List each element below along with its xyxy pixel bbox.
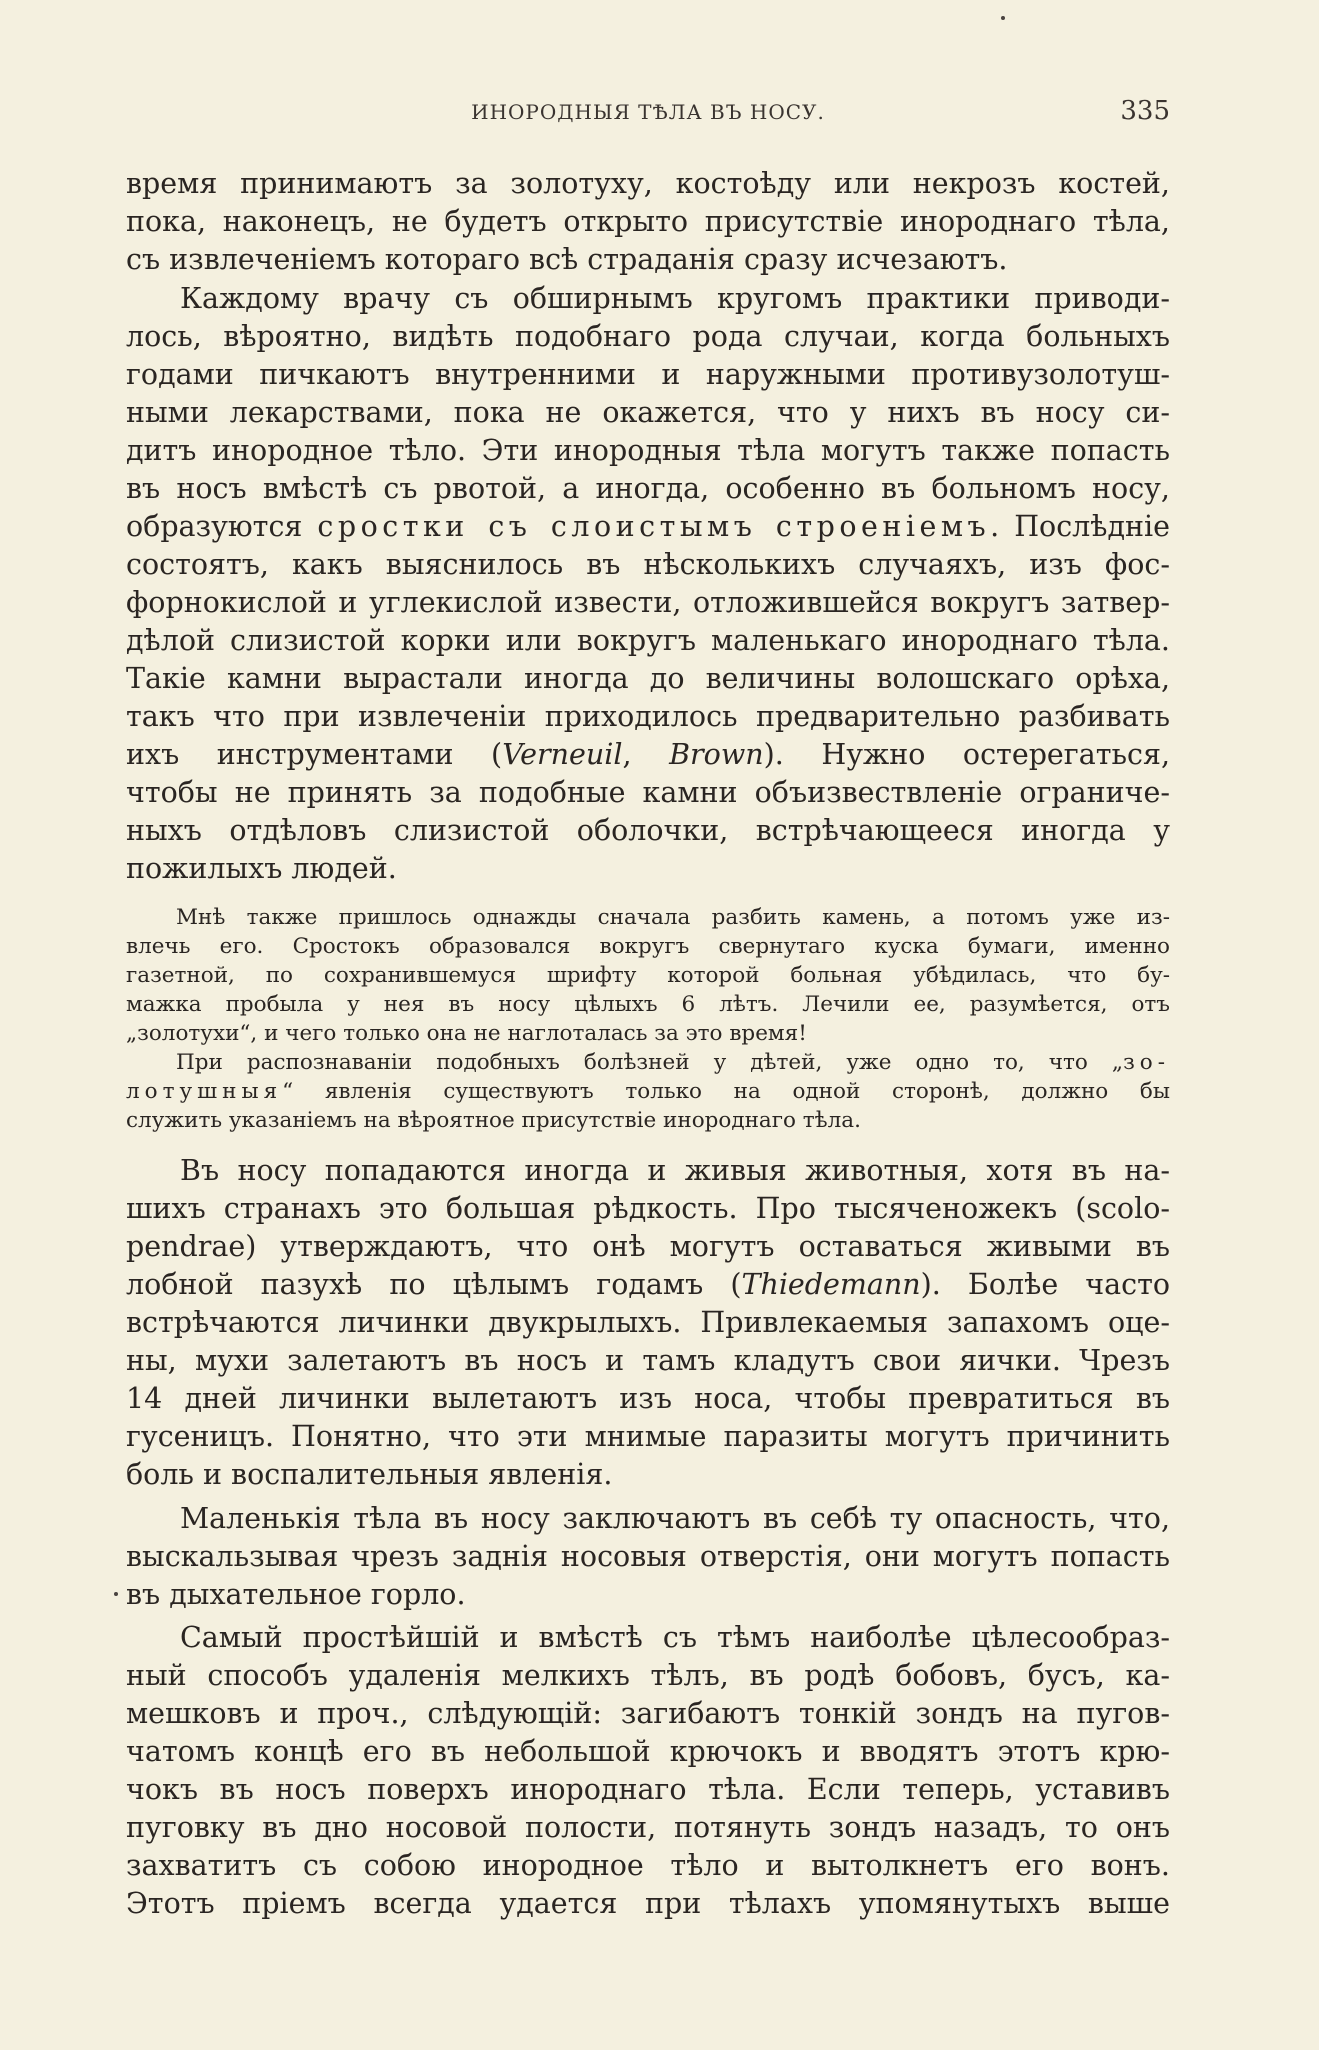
text-run: ). Болѣе часто xyxy=(920,1268,1171,1301)
page-header xyxy=(126,96,1170,136)
text-run: ). Нужно остерегаться, xyxy=(763,738,1171,771)
text-line: съ извлеченіемъ котораго всѣ страданія сразу исчезаютъ. xyxy=(126,243,1008,276)
text-line xyxy=(126,736,1170,774)
spaced-emphasis: сростки съ слоистымъ строеніемъ xyxy=(317,510,991,543)
text-line: Самый простѣйшій и вмѣстѣ съ тѣмъ наиболѣе цѣлесообраз- xyxy=(180,1621,1170,1654)
text-line: пока, наконецъ, не будетъ открыто присутствіе инороднаго тѣла, xyxy=(126,205,1170,238)
text-line: ными лекарствами, пока не окажется, что у нихъ въ носу си- xyxy=(126,396,1170,429)
text-line: время принимаютъ за золотуху, костоѣду или некрозъ костей, xyxy=(126,167,1170,200)
paragraph-1 xyxy=(126,165,1170,279)
text-line: ны, мухи залетаютъ въ носъ и тамъ кладутъ свои яички. Чрезъ xyxy=(126,1344,1170,1377)
text-line: Маленькія тѣла въ носу заключаютъ въ себѣ ту опасность, что, xyxy=(180,1502,1170,1535)
note-line: служить указаніемъ на вѣроятное присутствіе инороднаго тѣла. xyxy=(126,1108,861,1133)
text-line xyxy=(126,1266,1170,1304)
text-run: , xyxy=(622,738,670,771)
note-line xyxy=(126,1048,1170,1077)
text-run: образуются xyxy=(126,510,318,543)
note-line: „золотухи“, и чего только она не наглоталась за это время! xyxy=(126,1021,807,1046)
note-line xyxy=(126,1077,1170,1106)
paragraph-5 xyxy=(126,1619,1170,1923)
text-line: Этотъ пріемъ всегда удается при тѣлахъ упомянутыхъ выше xyxy=(126,1887,1170,1920)
text-line: шихъ странахъ это большая рѣдкость. Про тысяченожекъ (scolo- xyxy=(126,1192,1170,1225)
page-number: 335 xyxy=(1120,96,1170,126)
text-line: встрѣчаются личинки двукрылыхъ. Привлекаемыя запахомъ оце- xyxy=(126,1306,1170,1339)
text-line: мешковъ и проч., слѣдующій: загибаютъ тонкій зондъ на пугов- xyxy=(126,1697,1170,1730)
text-line: Такіе камни вырастали иногда до величины волошскаго орѣха, xyxy=(126,662,1170,695)
margin-mark xyxy=(114,1592,118,1596)
text-line: лось, вѣроятно, видѣть подобнаго рода случаи, когда больныхъ xyxy=(126,320,1170,353)
author-name: Verneuil xyxy=(502,738,623,771)
text-run: При распознаваніи подобныхъ болѣзней у дѣтей, уже одно то, что „ xyxy=(176,1050,1124,1075)
text-line xyxy=(126,508,1170,546)
author-name: Brown xyxy=(669,738,764,771)
text-line: чокъ въ носъ поверхъ инороднаго тѣла. Если теперь, уставивъ xyxy=(126,1773,1170,1806)
spaced-emphasis: лотушныя xyxy=(126,1079,283,1104)
text-run: ихъ инструментами ( xyxy=(126,738,503,771)
note-line: газетной, по сохранившемуся шрифту которой больная убѣдилась, что бу- xyxy=(126,963,1170,988)
text-line: Каждому врачу съ обширнымъ кругомъ практики приводи- xyxy=(180,282,1170,315)
text-line: ный способъ удаленія мелкихъ тѣлъ, въ родѣ бобовъ, бусъ, ка- xyxy=(126,1659,1170,1692)
text-line: 14 дней личинки вылетаютъ изъ носа, чтобы превратиться въ xyxy=(126,1382,1170,1415)
text-line: пуговку въ дно носовой полости, потянуть зондъ назадъ, то онъ xyxy=(126,1811,1170,1844)
text-line: ныхъ отдѣловъ слизистой оболочки, встрѣчающееся иногда у xyxy=(126,814,1170,847)
note-line: мажка пробыла у нея въ носу цѣлыхъ 6 лѣтъ. Лечили ее, разумѣется, отъ xyxy=(126,992,1170,1017)
text-run: “ явленія существуютъ только на одной сторонѣ, должно бы xyxy=(282,1079,1170,1104)
text-line: годами пичкаютъ внутренними и наружными противузолотуш- xyxy=(126,358,1170,391)
text-line: въ носъ вмѣстѣ съ рвотой, а иногда, особенно въ больномъ носу, xyxy=(126,472,1170,505)
paragraph-2 xyxy=(126,280,1170,888)
text-line: pendrae) утверждаютъ, что онѣ могутъ оставаться живыми въ xyxy=(126,1230,1170,1263)
running-title: ИНОРОДНЫЯ ТѢЛА ВЪ НОСУ. xyxy=(471,100,825,124)
ink-speck xyxy=(1001,16,1005,20)
paragraph-3 xyxy=(126,1152,1170,1494)
text-line: чатомъ концѣ его въ небольшой крючокъ и вводятъ этотъ крю- xyxy=(126,1735,1170,1768)
text-line: въ дыхательное горло. xyxy=(126,1578,466,1611)
note-line: Мнѣ также пришлось однажды сначала разбить камень, а потомъ уже из- xyxy=(176,905,1170,930)
text-line: чтобы не принять за подобные камни объизвествленіе ограниче- xyxy=(126,776,1170,809)
small-print-note xyxy=(126,903,1170,1135)
text-line: боль и воспалительныя явленія. xyxy=(126,1458,613,1491)
text-run: лобной пазухѣ по цѣлымъ годамъ ( xyxy=(126,1268,742,1301)
note-line: влечь его. Сростокъ образовался вокругъ свернутаго куска бумаги, именно xyxy=(126,934,1170,959)
text-line: пожилыхъ людей. xyxy=(126,852,397,885)
text-line: форнокислой и углекислой извести, отложившейся вокругъ затвер- xyxy=(126,586,1170,619)
text-run: . Послѣдніе xyxy=(990,510,1170,543)
text-line: такъ что при извлеченіи приходилось предварительно разбивать xyxy=(126,700,1170,733)
text-line: Въ носу попадаются иногда и живыя животныя, хотя въ на- xyxy=(180,1154,1170,1187)
text-line: состоятъ, какъ выяснилось въ нѣсколькихъ случаяхъ, изъ фос- xyxy=(126,548,1170,581)
text-line: захватитъ съ собою инородное тѣло и вытолкнетъ его вонъ. xyxy=(126,1849,1170,1882)
spaced-emphasis: зо- xyxy=(1123,1050,1170,1075)
text-line: дитъ инородное тѣло. Эти инородныя тѣла могутъ также попасть xyxy=(126,434,1170,467)
text-line: дѣлой слизистой корки или вокругъ маленькаго инороднаго тѣла. xyxy=(126,624,1170,657)
author-name: Thiedemann xyxy=(741,1268,921,1301)
paragraph-4 xyxy=(126,1500,1170,1614)
text-line: гусеницъ. Понятно, что эти мнимые паразиты могутъ причинить xyxy=(126,1420,1170,1453)
text-line: выскальзывая чрезъ заднія носовыя отверстія, они могутъ попасть xyxy=(126,1540,1170,1573)
